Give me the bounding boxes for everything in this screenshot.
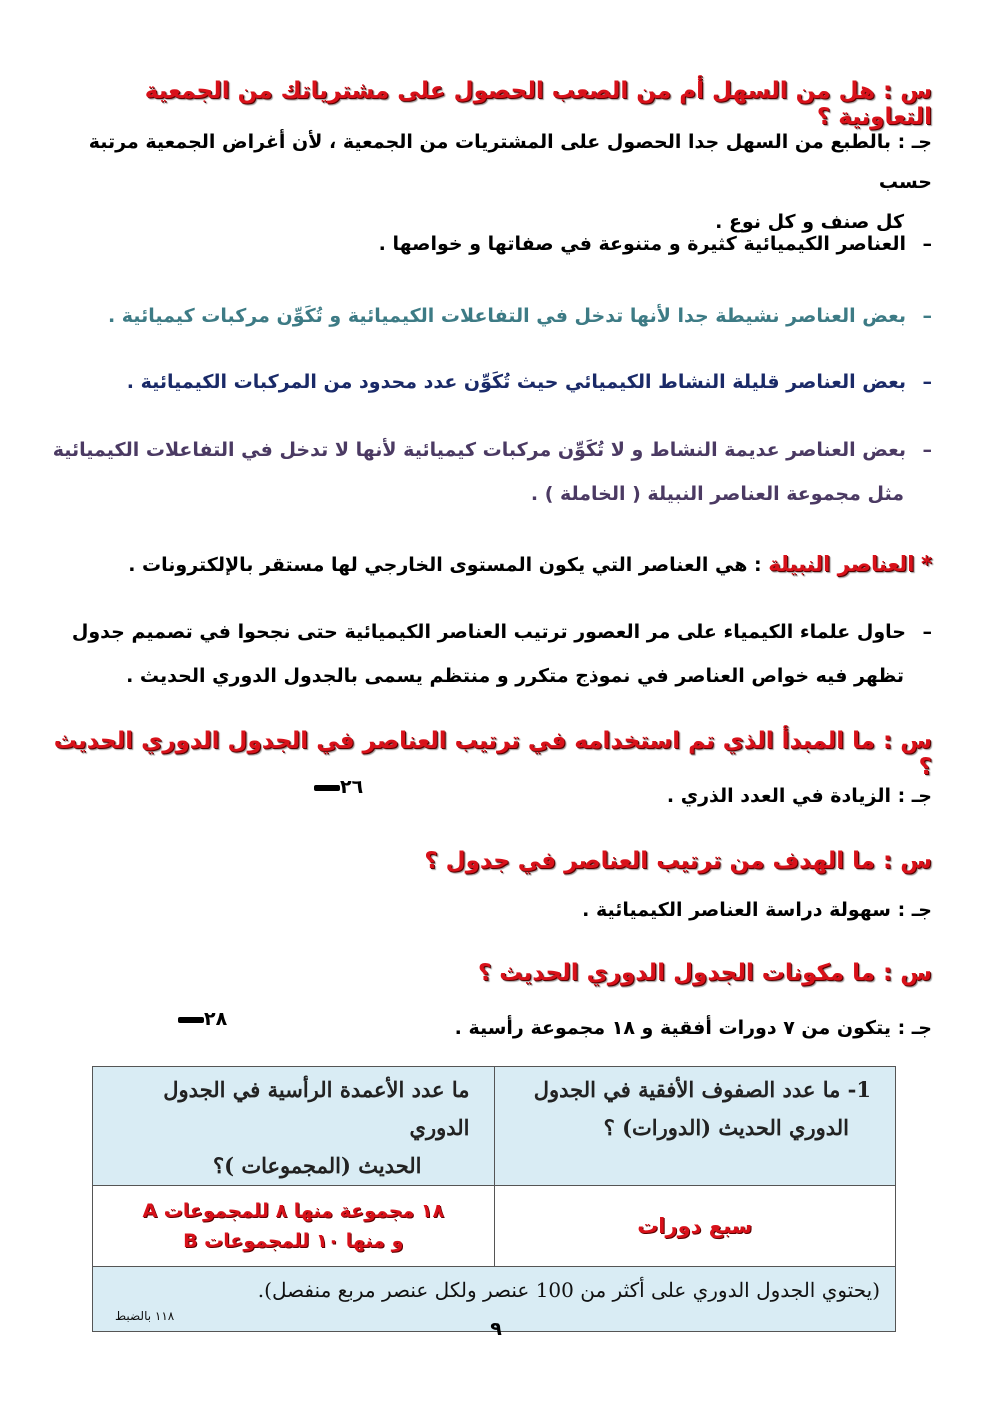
footer-note: ١١٨ بالضبط [115, 1309, 175, 1323]
dash-bullet: – [922, 371, 932, 393]
question-1: س : هل من السهل أم من الصعب الحصول على مشترياتك من الجمعية التعاونية ؟ [144, 78, 932, 130]
point-5-line1: حاول علماء الكيمياء على مر العصور ترتيب العناصر الكيميائية حتى نجحوا في تصميم جدول [71, 621, 906, 643]
answer-left-line1: ١٨ مجموعة منها ٨ للمجموعات A [142, 1200, 445, 1222]
periodic-table-questions [92, 1066, 896, 1332]
page-ref-28 [172, 1008, 227, 1030]
question-3: س : ما الهدف من ترتيب العناصر في جدول ؟ [424, 848, 932, 874]
footer-text: (يحتوي الجدول الدوري على أكثر من 100 عنصر ولكل عنصر مربع منفصل). [257, 1278, 880, 1302]
dash-bullet: – [922, 439, 932, 461]
point-2 [52, 294, 932, 338]
answer-right: سبع دورات [637, 1214, 753, 1238]
header-left-cell [93, 1067, 495, 1186]
point-3-text: بعض العناصر قليلة النشاط الكيميائي حيث تُكَوِّن عدد محدود من المركبات الكيميائية . [126, 371, 906, 393]
dash-bullet: – [922, 621, 932, 643]
answer-right-cell [494, 1186, 896, 1267]
point-4-line2: مثل مجموعة العناصر النبيلة ( الخاملة ) . [530, 483, 904, 505]
page-number: ٩ [490, 1318, 502, 1340]
answer-left-line2: و منها ١٠ للمجموعات B [183, 1230, 404, 1252]
answer-3: جـ : سهولة دراسة العناصر الكيميائية . [582, 899, 932, 921]
question-2: س : ما المبدأ الذي تم استخدامه في ترتيب العناصر في الجدول الدوري الحديث ؟ [53, 728, 932, 780]
header-right-line2: الدوري الحديث (الدورات) ؟ [603, 1115, 849, 1140]
answer-1-line1: جـ : بالطبع من السهل جدا الحصول على المشتريات من الجمعية ، لأن أغراض الجمعية مرتبة حسب [88, 131, 932, 193]
point-4 [52, 428, 932, 516]
answer-1-line2: كل صنف و كل نوع . [715, 211, 904, 233]
point-1-text: العناصر الكيميائية كثيرة و متنوعة في صفاتها و خواصها . [378, 233, 906, 255]
point-5-line2: تظهر فيه خواص العناصر في نموذج متكرر و منتظم يسمى بالجدول الدوري الحديث . [126, 665, 904, 687]
answer-4: جـ : يتكون من ٧ دورات أفقية و ١٨ مجموعة رأسية . [454, 1017, 932, 1039]
point-5 [52, 610, 932, 698]
header-left-line2: الحديث (المجموعات )؟ [212, 1153, 422, 1178]
page-ref-26-number: ٢٦ [340, 776, 364, 798]
dash-bullet: – [922, 305, 932, 327]
point-1 [52, 222, 932, 266]
answer-left-cell [93, 1186, 495, 1267]
noble-definition [52, 542, 932, 587]
star-bullet: * [921, 552, 932, 576]
point-4-line1: بعض العناصر عديمة النشاط و لا تُكَوِّن مركبات كيميائية لأنها لا تدخل في التفاعلات الكيميائية [52, 439, 906, 461]
page-marker-icon [178, 1017, 204, 1023]
answer-2: جـ : الزيادة في العدد الذري . [666, 785, 932, 807]
page-ref-26 [308, 776, 363, 798]
noble-def: : هي العناصر التي يكون المستوى الخارجي لها مستقر بالإلكترونات . [128, 554, 762, 576]
header-right-line1: 1- ما عدد الصفوف الأفقية في الجدول [533, 1077, 871, 1102]
page-marker-icon [314, 785, 340, 791]
page-ref-28-number: ٢٨ [204, 1008, 228, 1030]
point-2-text: بعض العناصر نشيطة جدا لأنها تدخل في التفاعلات الكيميائية و تُكَوِّن مركبات كيميائية . [107, 305, 906, 327]
header-left-line1: ما عدد الأعمدة الرأسية في الجدول الدوري [163, 1077, 470, 1140]
noble-term: العناصر النبيلة [768, 552, 915, 576]
point-3 [52, 360, 932, 404]
dash-bullet: – [922, 233, 932, 255]
question-4: س : ما مكونات الجدول الدوري الحديث ؟ [477, 960, 932, 986]
header-right-cell [494, 1067, 896, 1186]
